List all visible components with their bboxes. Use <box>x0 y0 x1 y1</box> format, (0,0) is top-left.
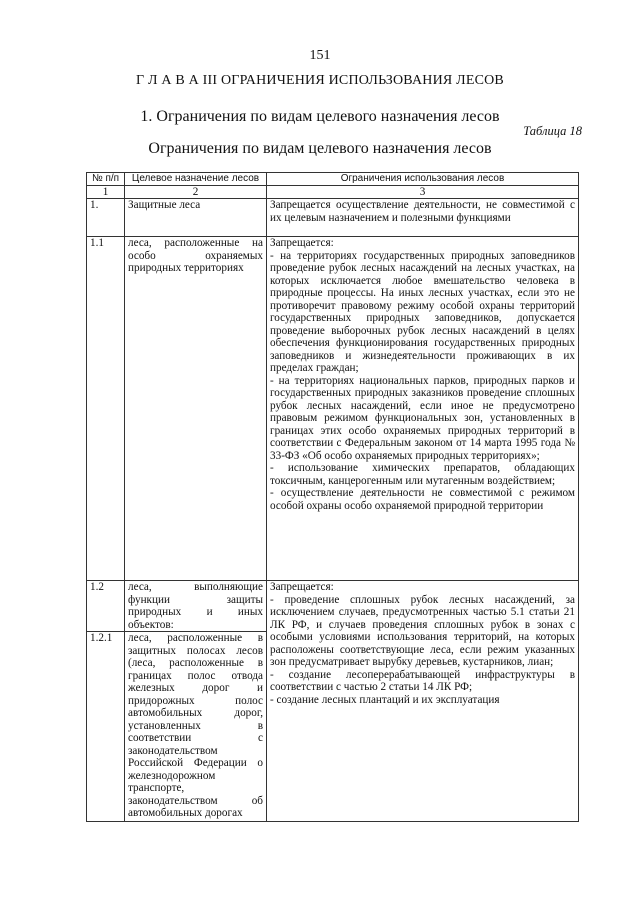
row-purpose: Защитные леса <box>125 199 267 237</box>
restrictions-table <box>86 172 579 822</box>
row-number: 1.1 <box>87 237 125 581</box>
header-number: № п/п <box>87 173 125 186</box>
table-label: Таблица 18 <box>523 124 582 138</box>
table-header-row <box>87 173 579 186</box>
row-restrictions: Запрещается: - на территориях государственных природных заповедников проведение рубок лесных насаждений на лесных участках, на которых исключается любое вмешательство человека в природные процессы. На иных лесных участках, если это не противоречит правовому режиму особой охраны территорий государственных природных заповедников, допускается проведение выборочных рубок лесных насаждений в целях обеспечения функционирования государственных природных заповедников и жизнедеятельности проживающих в их пределах граждан; - на территориях национальных парков, природных парков и государственных природных заказников проведение сплошных рубок лесных насаждений, если иное не предусмотрено правовым режимом функциональных зон, установленных в границах этих особо охраняемых природных территорий в соответствии с Федеральным законом от 14 марта 1995 года № 33-ФЗ «Об особо охраняемых природных территориях»; - использование химических препаратов, обладающих токсичным, канцерогенным или мутагенным воздействием; - осуществление деятельности не совместимой с режимом особой охраны особо охраняемой природной территории <box>267 237 579 581</box>
column-number: 1 <box>87 186 125 199</box>
row-purpose: леса, расположенные на особо охраняемых природных территориях <box>125 237 267 581</box>
row-number: 1.2 <box>87 581 125 632</box>
column-number: 2 <box>125 186 267 199</box>
row-purpose: леса, выполняющие функции защиты природных и иных объектов: <box>125 581 267 632</box>
row-restrictions: Запрещается осуществление деятельности, не совместимой с их целевым назначением и полезными функциями <box>267 199 579 237</box>
row-purpose: леса, расположенные в защитных полосах лесов (леса, расположенные в границах полос отвода железных дорог и придорожных полос автомобильных дорог, установленных в соответствии с законодательством Российской Федерации о железнодорожном транспорте, законодательством об автомобильных дорогах <box>125 632 267 822</box>
row-number: 1.2.1 <box>87 632 125 822</box>
page-number: 151 <box>309 48 331 63</box>
table-row <box>87 237 579 581</box>
table-title: Ограничения по видам целевого назначения лесов <box>148 140 492 157</box>
row-restrictions: Запрещается: - проведение сплошных рубок лесных насаждений, за исключением случаев, предусмотренных частью 5.1 статьи 21 ЛК РФ, и случаев проведения сплошных рубок в зонах с особыми условиями использования территорий, на которых расположены соответствующие леса, если режим указанных зон предусматривает вырубку деревьев, кустарников, лиан; - создание лесоперерабатывающей инфраструктуры в соответствии с частью 2 статьи 14 ЛК РФ; - создание лесных плантаций и их эксплуатация <box>267 581 579 822</box>
section-title: 1. Ограничения по видам целевого назначения лесов <box>140 108 500 125</box>
column-number: 3 <box>267 186 579 199</box>
header-purpose: Целевое назначение лесов <box>125 173 267 186</box>
header-restrictions: Ограничения использования лесов <box>267 173 579 186</box>
chapter-title: Г Л А В А III ОГРАНИЧЕНИЯ ИСПОЛЬЗОВАНИЯ ЛЕСОВ <box>136 73 504 88</box>
table-row <box>87 581 579 632</box>
column-number-row <box>87 186 579 199</box>
row-number: 1. <box>87 199 125 237</box>
table-row <box>87 199 579 237</box>
